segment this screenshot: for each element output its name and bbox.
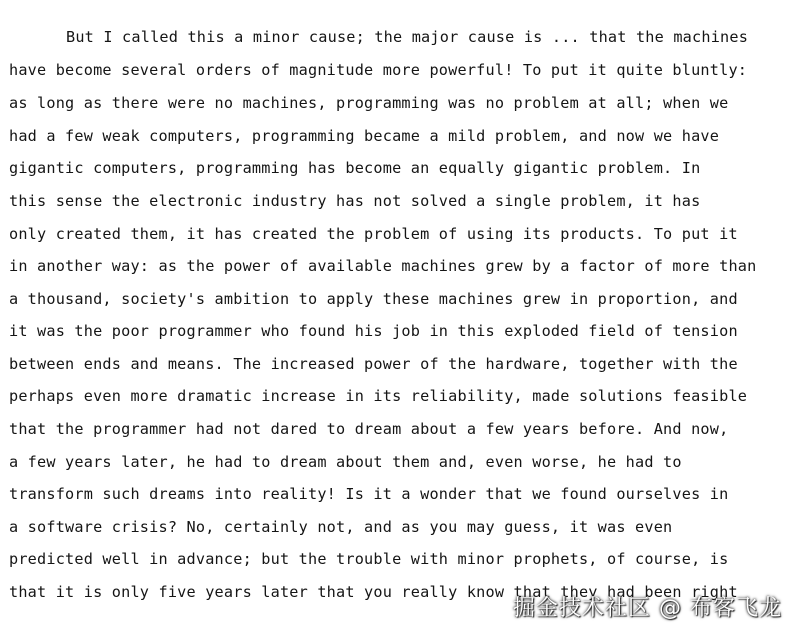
text-segment: to dream about them and, even worse, he had to — [242, 455, 682, 471]
text-line: But I called this a minor cause; the major cause is ... that the machines — [66, 30, 749, 46]
text-line: a thousand, society's ambition to apply these machines grew in proportion, and — [9, 292, 738, 308]
text-line: gigantic computers, programming has become an equally gigantic problem. In — [9, 161, 701, 177]
text-line: as long as there were no machines, programming was no problem at all; when we — [9, 96, 729, 112]
text-line: that the programmer had not dared to dream about a few years before. And now, — [9, 422, 729, 438]
text-line: transform such dreams into reality! Is it a wonder that we found ourselves in — [9, 487, 729, 503]
text-line: between ends and means. The increased power of the hardware, together with the — [9, 357, 738, 373]
text-line: have become several orders of magnitude more powerful! To put it quite bluntly: — [9, 63, 748, 79]
text-line: a software crisis? No, certainly not, and as you may guess, it was even — [9, 520, 673, 536]
text-line: it was the poor programmer who found his job in this exploded field of tension — [9, 324, 738, 340]
text-line: this sense the electronic industry has not solved a single problem, it has — [9, 194, 701, 210]
text-line: had a few weak computers, programming became a mild problem, and now we have — [9, 129, 720, 145]
text-line: only created them, it has created the problem of using its products. To put it — [9, 227, 738, 243]
text-segment: a few years later, he — [9, 455, 215, 471]
text-line: that it is only five years later that you really know that they had been right — [9, 585, 738, 601]
text-line: in another way: as the power of available machines grew by a factor of more than — [9, 259, 757, 275]
text-line: perhaps even more dramatic increase in its reliability, made solutions feasible — [9, 389, 748, 405]
underlined-word: had — [214, 455, 243, 471]
text-line — [9, 455, 784, 470]
watermark: 掘金技术社区 @ 布客飞龙 — [513, 596, 782, 621]
text-line: predicted well in advance; but the trouble with minor prophets, of course, is — [9, 552, 729, 568]
